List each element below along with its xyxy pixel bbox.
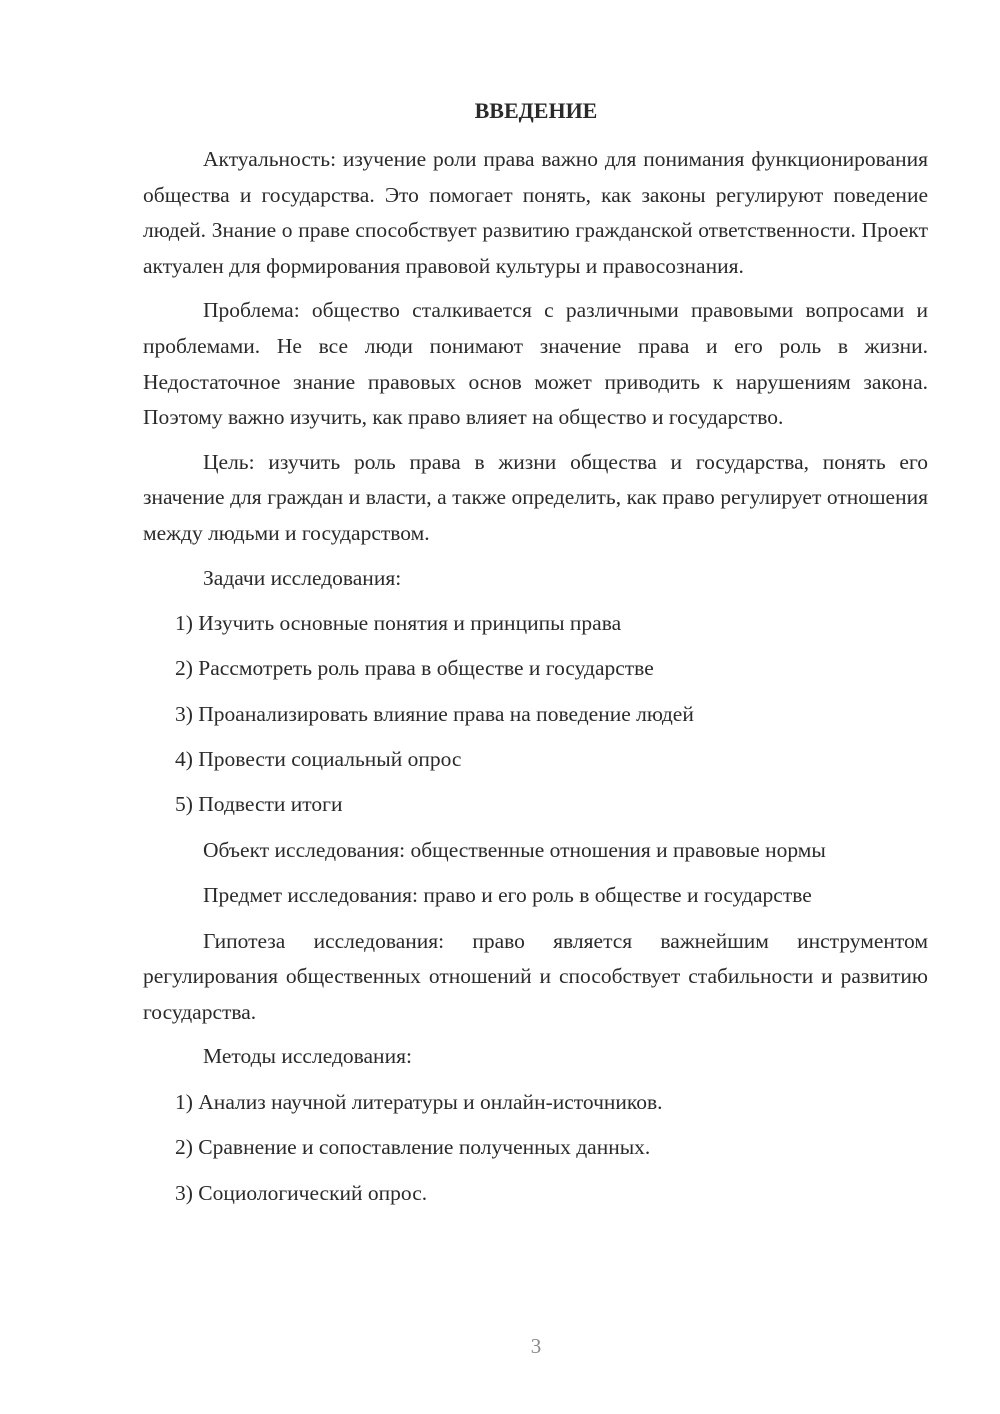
research-hypothesis: Гипотеза исследования: право является важнейшим инструментом регулирования общественных отношений и способствует стабильности и развитию государства.	[143, 928, 928, 1024]
page-title: ВВЕДЕНИЕ	[474, 98, 598, 123]
page-number: 3	[530, 1334, 542, 1358]
tasks-heading: Задачи исследования:	[203, 565, 402, 590]
task-item-3: 3) Проанализировать влияние права на поведение людей	[175, 701, 694, 726]
research-subject: Предмет исследования: право и его роль в обществе и государстве	[203, 883, 812, 908]
method-item-3: 3) Социологический опрос.	[175, 1180, 428, 1205]
problem-paragraph: Проблема: общество сталкивается с различными правовыми вопросами и проблемами. Не все люди понимают значение права и его роль в жизни. Недостаточное знание правовых основ может приводить к нарушениям закона. Поэтому важно изучить, как право влияет на общество и государство.	[143, 298, 928, 430]
task-item-4: 4) Провести социальный опрос	[175, 747, 462, 772]
method-item-1: 1) Анализ научной литературы и онлайн-источников.	[175, 1089, 663, 1114]
goal-paragraph: Цель: изучить роль права в жизни общества и государства, понять его значение для граждан и власти, а также определить, как право регулирует отношения между людьми и государством.	[143, 449, 928, 545]
task-item-1: 1) Изучить основные понятия и принципы права	[175, 610, 622, 635]
methods-heading: Методы исследования:	[203, 1044, 412, 1069]
relevance-paragraph: Актуальность: изучение роли права важно для понимания функционирования общества и государства. Это помогает понять, как законы регулируют поведение людей. Знание о праве способствует развитию гражданской ответственности. Проект актуален для формирования правовой культуры и правосознания.	[143, 147, 928, 278]
task-item-5: 5) Подвести итоги	[175, 792, 343, 817]
method-item-2: 2) Сравнение и сопоставление полученных данных.	[175, 1135, 651, 1160]
document-body	[143, 142, 928, 1221]
research-object: Объект исследования: общественные отношения и правовые нормы	[203, 837, 826, 862]
task-item-2: 2) Рассмотреть роль права в обществе и государстве	[175, 656, 654, 681]
